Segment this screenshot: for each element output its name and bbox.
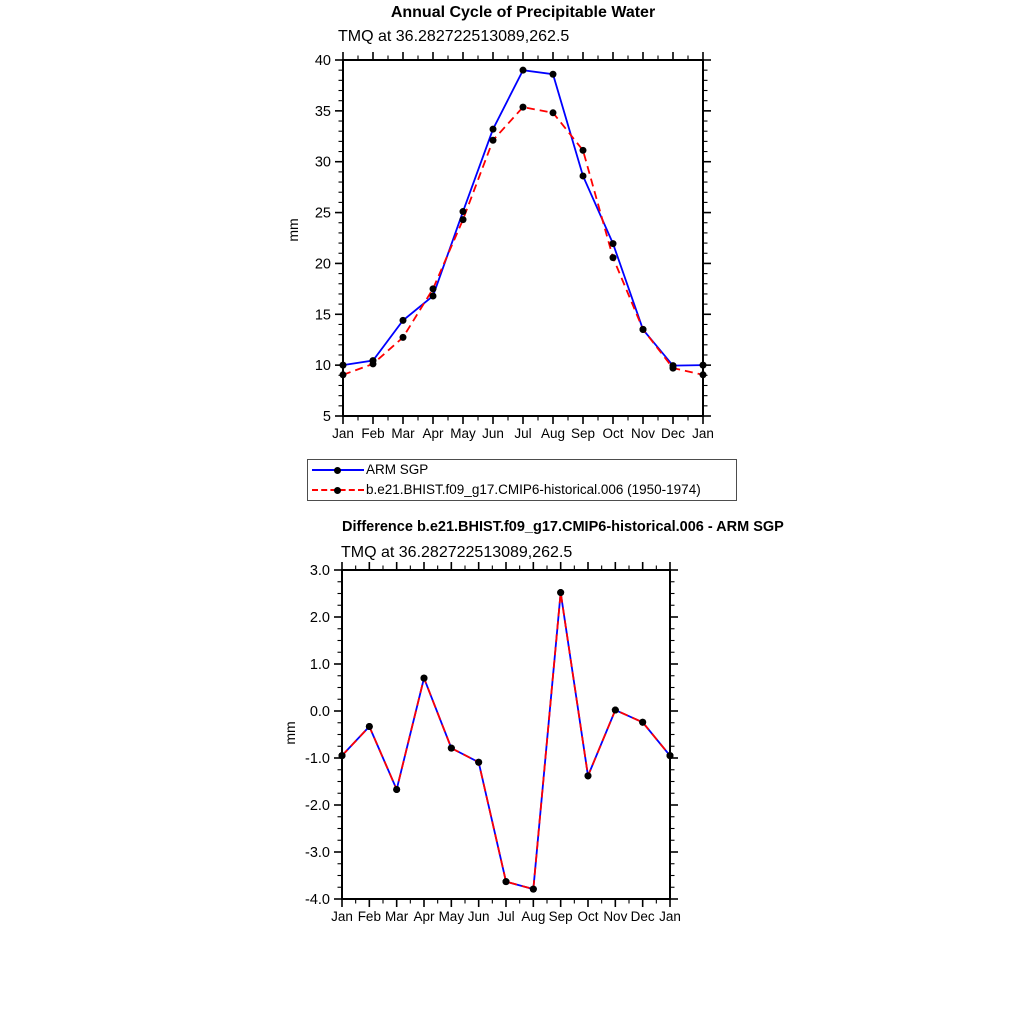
y-axis-label: 20 [314, 256, 331, 273]
data-point [475, 759, 482, 766]
y-axis-label: 5 [322, 409, 331, 425]
data-point [430, 285, 437, 292]
top-chart-title: Annual Cycle of Precipitable Water [390, 4, 656, 21]
x-axis-label: May [438, 909, 465, 924]
data-point [400, 334, 407, 341]
data-point [557, 589, 564, 596]
series-line-difference [342, 593, 670, 890]
legend-box [307, 459, 737, 501]
difference-chart-y-axis-label: mm [282, 721, 298, 745]
top-chart-y-axis-label: mm [285, 218, 301, 242]
y-axis-label: 10 [314, 358, 331, 375]
plot-frame [343, 60, 703, 416]
data-point [585, 772, 592, 779]
x-axis-label: Oct [577, 909, 599, 924]
top-chart-subtitle: TMQ at 36.282722513089,262.5 [338, 28, 570, 45]
y-axis-label: 40 [314, 53, 331, 69]
data-point [700, 362, 707, 369]
data-point [610, 254, 617, 261]
data-point [448, 745, 455, 752]
x-axis [331, 562, 681, 924]
data-point [366, 723, 373, 730]
x-axis-label: Nov [630, 426, 656, 441]
x-axis-label: Oct [602, 426, 624, 441]
x-axis-label: Jul [514, 426, 532, 441]
x-axis-label: Feb [361, 426, 385, 441]
legend-label: ARM SGP [366, 462, 429, 477]
x-axis-label: Jan [659, 909, 681, 924]
data-point [503, 878, 510, 885]
x-axis-label: Aug [540, 426, 566, 441]
y-axis [315, 53, 711, 425]
x-axis-label: Dec [630, 909, 655, 924]
y-axis-label: -4.0 [305, 892, 330, 908]
x-axis-label: Jan [332, 426, 354, 441]
legend-line-sample-dashed [312, 489, 364, 491]
legend-label: b.e21.BHIST.f09_g17.CMIP6-historical.006 (1950-1974) [366, 482, 701, 497]
data-point [580, 147, 587, 154]
y-axis-label: 25 [314, 205, 331, 222]
x-axis-label: May [450, 426, 476, 441]
y-axis-label: 2.0 [309, 610, 330, 626]
data-point [580, 172, 587, 179]
data-point [610, 240, 617, 247]
data-point [340, 371, 347, 378]
y-axis-label: 3.0 [309, 563, 330, 579]
data-point [670, 365, 677, 372]
data-point [530, 886, 537, 893]
data-point [490, 137, 497, 144]
difference-chart-title: Difference b.e21.BHIST.f09_g17.CMIP6-historical.006 - ARM SGP [342, 519, 784, 535]
data-point [520, 104, 527, 111]
data-point [430, 292, 437, 299]
difference-chart-subtitle: TMQ at 36.282722513089,262.5 [341, 544, 573, 561]
data-point [490, 126, 497, 133]
x-axis-label: Aug [521, 909, 546, 924]
data-point [400, 317, 407, 324]
data-point [700, 371, 707, 378]
data-point [340, 362, 347, 369]
y-axis-label: 15 [314, 307, 331, 324]
y-axis-label: 35 [314, 103, 331, 120]
y-axis-label: -2.0 [305, 798, 330, 814]
series-line-arm-sgp [343, 70, 703, 365]
annual-cycle-chart [315, 52, 714, 441]
data-point [370, 360, 377, 367]
legend-entry-arm-sgp [308, 460, 736, 480]
x-axis-label: Nov [603, 909, 628, 924]
data-point [612, 707, 619, 714]
data-point [640, 326, 647, 333]
x-axis-label: Apr [422, 426, 444, 441]
x-axis-label: Sep [570, 426, 596, 441]
x-axis-label: Apr [413, 909, 435, 924]
plot-frame [342, 570, 670, 899]
legend-entry-model [308, 480, 736, 500]
data-point [460, 216, 467, 223]
y-axis-label: 1.0 [309, 657, 330, 673]
data-point [460, 208, 467, 215]
data-point [421, 675, 428, 682]
x-axis-label: Sep [548, 909, 573, 924]
x-axis-label: Jun [482, 426, 504, 441]
y-axis-label: 30 [314, 154, 331, 171]
x-axis-label: Mar [385, 909, 409, 924]
x-axis-label: Jul [497, 909, 515, 924]
data-point [550, 109, 557, 116]
y-axis-label: 0.0 [309, 704, 330, 720]
data-point [393, 786, 400, 793]
data-point [520, 67, 527, 74]
y-axis-label: -1.0 [305, 751, 330, 767]
series-line-difference-overlay [342, 593, 670, 890]
difference-chart [305, 562, 681, 924]
y-axis-label: -3.0 [305, 845, 330, 861]
data-point [639, 719, 646, 726]
x-axis-label: Jun [467, 909, 490, 924]
x-axis-label: Jan [331, 909, 353, 924]
x-axis-label: Jan [692, 426, 714, 441]
data-point [550, 71, 557, 78]
legend-line-sample-solid [312, 469, 364, 471]
series-line-b-e21-bhist-f09-g17-cmip6-historical-006-1950-1974- [343, 107, 703, 375]
legend-marker-dot-icon [334, 467, 341, 474]
x-axis-label: Feb [357, 909, 381, 924]
data-point [339, 752, 346, 759]
x-axis-label: Dec [660, 426, 686, 441]
data-point [667, 752, 674, 759]
legend-marker-dot-icon [334, 487, 341, 494]
x-axis-label: Mar [391, 426, 415, 441]
